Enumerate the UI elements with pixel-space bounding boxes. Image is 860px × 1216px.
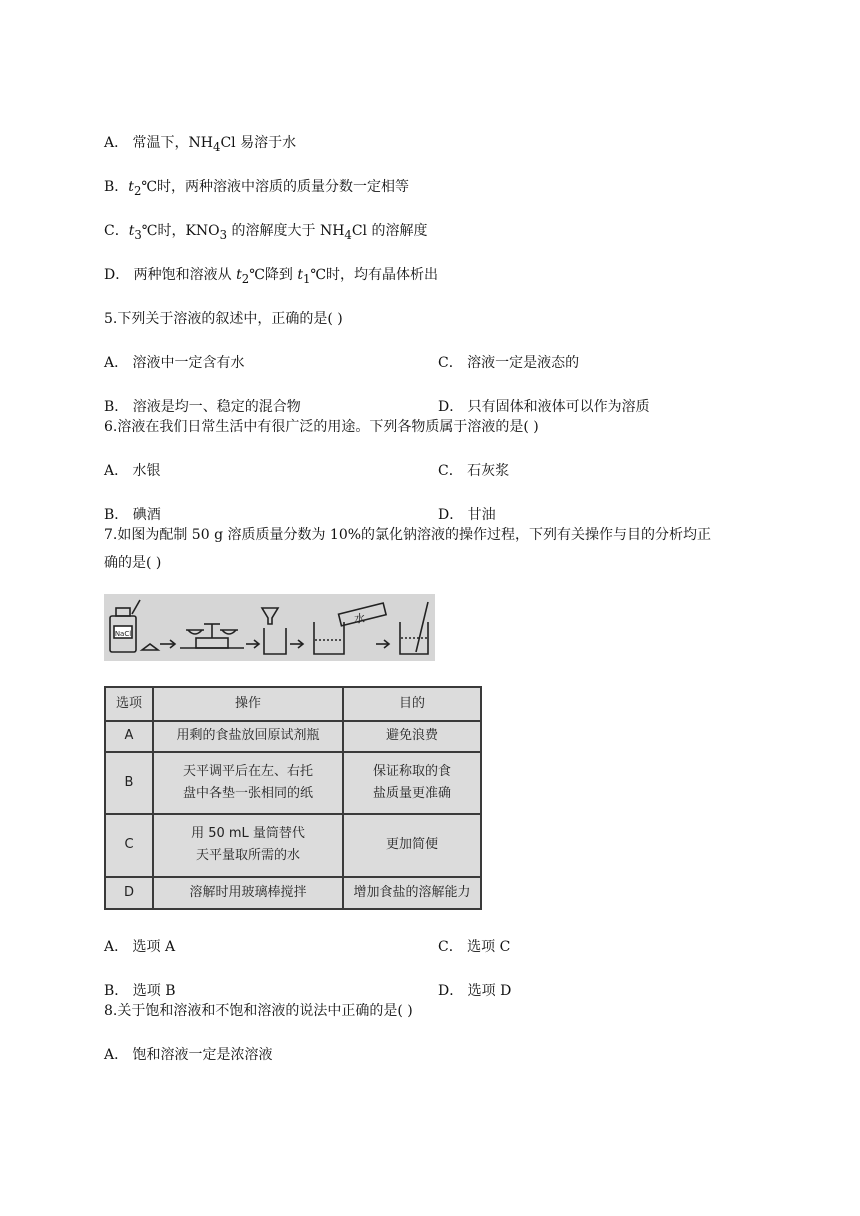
q8-option-a: A． 饱和溶液一定是浓溶液 <box>104 1047 273 1063</box>
q4-option-b: B．$t_2℃$时，两种溶液中溶质的质量分数一定相等 <box>104 179 410 198</box>
water-label: 水 <box>354 612 365 625</box>
q8-stem: 8.关于饱和溶液和不饱和溶液的说法中正确的是( ) <box>104 1003 413 1019</box>
row-option: B <box>105 752 153 815</box>
q7-option-b: B． 选项 B <box>104 983 176 999</box>
row-purpose: 避免浪费 <box>343 721 481 751</box>
row-operation: 天平调平后在左、右托 盘中各垫一张相同的纸 <box>153 752 343 815</box>
q6-option-a: A． 水银 <box>104 463 161 479</box>
q6-option-c: C． 石灰浆 <box>438 463 510 479</box>
q4-option-c: C．$t_3℃$时，$KNO_3$ 的溶解度大于 $NH_4Cl$ 的溶解度 <box>104 223 428 242</box>
q7-stem-line1: 7.如图为配制 50 g 溶质质量分数为 10%的氯化钠溶液的操作过程，下列有关操作与目的分析均正 <box>104 527 712 543</box>
row-operation: 用剩的食盐放回原试剂瓶 <box>153 721 343 751</box>
header-operation: 操作 <box>153 687 343 721</box>
bottle-label: NaCl <box>114 630 132 638</box>
row-purpose: 增加食盐的溶解能力 <box>343 877 481 909</box>
q4-option-d: D． 两种饱和溶液从 $t_2℃$降到 $t_1℃$时，均有晶体析出 <box>104 267 439 286</box>
table-row <box>105 814 481 877</box>
q5-option-c: C． 溶液一定是液态的 <box>438 355 580 371</box>
row-option: C <box>105 814 153 877</box>
row-purpose: 更加简便 <box>343 814 481 877</box>
q4-option-a: A． 常温下，$NH_4Cl$ 易溶于水 <box>104 135 297 154</box>
row-operation: 用 50 mL 量筒替代 天平量取所需的水 <box>153 814 343 877</box>
q7-options-table <box>104 686 482 910</box>
table-row <box>105 721 481 751</box>
q6-option-d: D． 甘油 <box>438 507 496 523</box>
header-purpose: 目的 <box>343 687 481 721</box>
q7-option-c: C． 选项 C <box>438 939 511 955</box>
row-option: D <box>105 877 153 909</box>
table-header-row <box>105 687 481 721</box>
q5-stem: 5.下列关于溶液的叙述中，正确的是( ) <box>104 311 343 327</box>
q7-stem-line2: 确的是( ) <box>104 555 162 571</box>
row-option: A <box>105 721 153 751</box>
table-row <box>105 877 481 909</box>
q7-option-d: D． 选项 D <box>438 983 512 999</box>
q5-option-b: B． 溶液是均一、稳定的混合物 <box>104 399 301 415</box>
q7-procedure-figure <box>104 594 435 661</box>
row-purpose: 保证称取的食 盐质量更准确 <box>343 752 481 815</box>
q5-option-a: A． 溶液中一定含有水 <box>104 355 245 371</box>
balance-icon <box>180 624 244 648</box>
row-operation: 溶解时用玻璃棒搅拌 <box>153 877 343 909</box>
q7-option-a: A． 选项 A <box>104 939 176 955</box>
q6-stem: 6.溶液在我们日常生活中有很广泛的用途。下列各物质属于溶液的是( ) <box>104 419 539 435</box>
q5-option-d: D． 只有固体和液体可以作为溶质 <box>438 399 650 415</box>
header-option: 选项 <box>105 687 153 721</box>
table-row <box>105 752 481 815</box>
glass-rod-icon <box>416 602 428 652</box>
q6-option-b: B． 碘酒 <box>104 507 161 523</box>
